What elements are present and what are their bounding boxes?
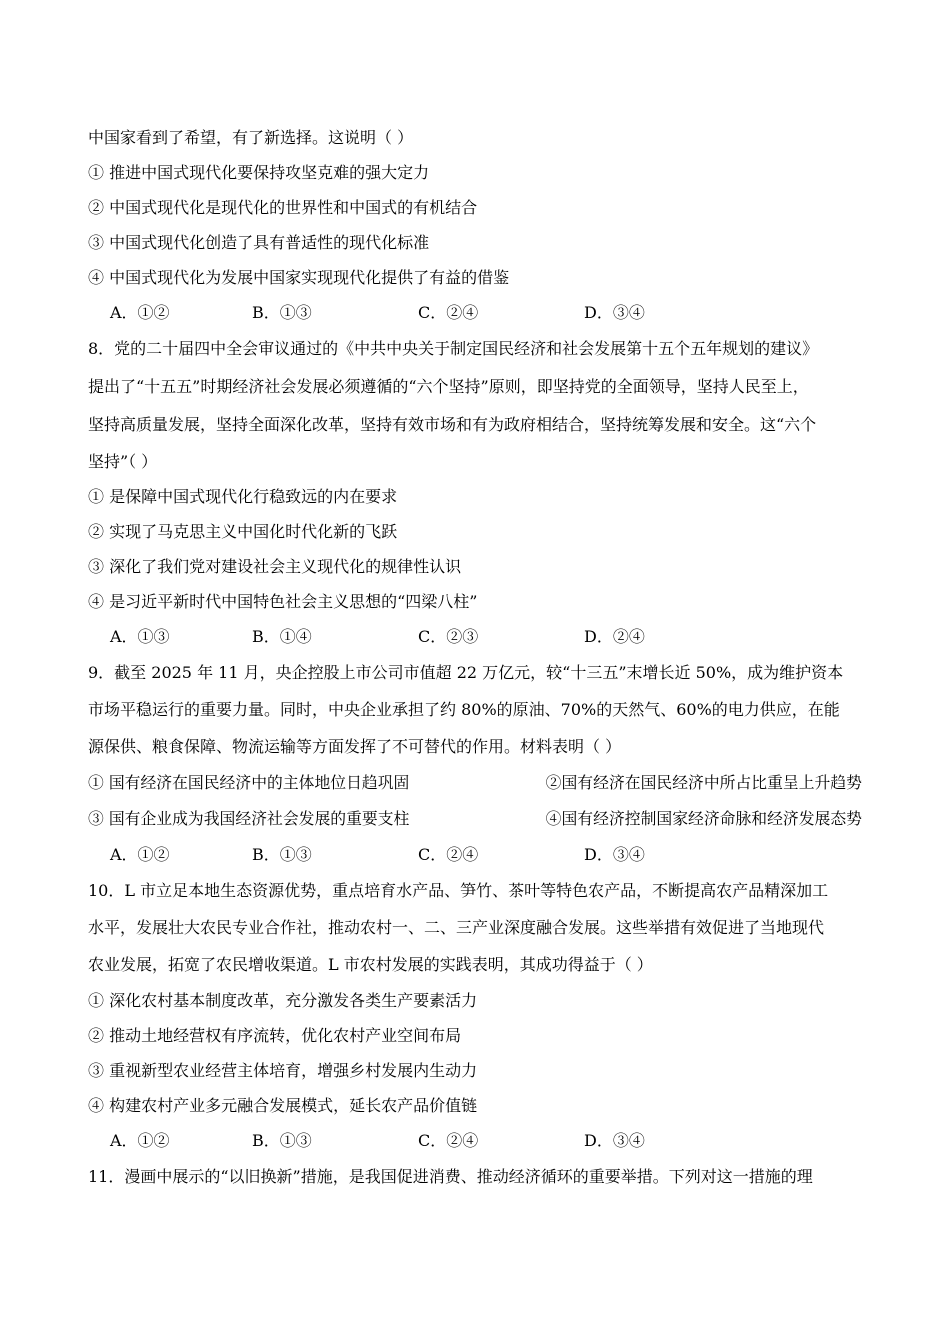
q11-stem-line-1: 11．漫画中展示的“以旧换新”措施，是我国促进消费、推动经济循环的重要举措。下列对这一措施的理 <box>88 1167 813 1186</box>
q10-stem-line-1: 10．L 市立足本地生态资源优势，重点培育水产品、笋竹、茶叶等特色农产品，不断提高农产品精深加工 <box>88 881 829 900</box>
q7-stem-tail: 中国家看到了希望，有了新选择。这说明（ ） <box>88 128 414 147</box>
q7-option-b[interactable]: B．①③ <box>252 303 312 322</box>
q9-stem-line-2: 市场平稳运行的重要力量。同时，中央企业承担了约 80%的原油、70%的天然气、60%的电力供应，在能 <box>88 700 840 719</box>
q10-item-2: ② 推动土地经营权有序流转，优化农村产业空间布局 <box>88 1026 462 1045</box>
q8-stem-line-2: 提出了“十五五”时期经济社会发展必须遵循的“六个坚持”原则，即坚持党的全面领导，坚持人民至上， <box>88 377 809 396</box>
q9-stem-line-3: 源保供、粮食保障、物流运输等方面发挥了不可替代的作用。材料表明（ ） <box>88 737 622 756</box>
q9-option-c[interactable]: C．②④ <box>418 845 479 864</box>
q8-item-1: ① 是保障中国式现代化行稳致远的内在要求 <box>88 487 398 506</box>
q9-item-3: ③ 国有企业成为我国经济社会发展的重要支柱 <box>88 809 410 828</box>
q10-option-c[interactable]: C．②④ <box>418 1131 479 1150</box>
q7-item-2: ② 中国式现代化是现代化的世界性和中国式的有机结合 <box>88 198 478 217</box>
q10-item-4: ④ 构建农村产业多元融合发展模式，延长农产品价值链 <box>88 1096 478 1115</box>
q7-option-a[interactable]: A．①② <box>110 303 170 322</box>
q10-option-d[interactable]: D．③④ <box>584 1131 645 1150</box>
q8-item-2: ② 实现了马克思主义中国化时代化新的飞跃 <box>88 522 398 541</box>
q10-option-b[interactable]: B．①③ <box>252 1131 312 1150</box>
q10-option-a[interactable]: A．①② <box>110 1131 170 1150</box>
q9-option-d[interactable]: D．③④ <box>584 845 645 864</box>
q9-option-b[interactable]: B．①③ <box>252 845 312 864</box>
q8-option-d[interactable]: D．②④ <box>584 627 645 646</box>
q7-item-3: ③ 中国式现代化创造了具有普适性的现代化标准 <box>88 233 430 252</box>
q10-stem-line-2: 水平，发展壮大农民专业合作社，推动农村一、二、三产业深度融合发展。这些举措有效促进了当地现代 <box>88 918 825 937</box>
q7-item-4: ④ 中国式现代化为发展中国家实现现代化提供了有益的借鉴 <box>88 268 510 287</box>
q8-stem-line-4: 坚持”（ ） <box>88 452 158 471</box>
q7-option-d[interactable]: D．③④ <box>584 303 645 322</box>
q10-item-1: ① 深化农村基本制度改革，充分激发各类生产要素活力 <box>88 991 478 1010</box>
q9-item-1: ① 国有经济在国民经济中的主体地位日趋巩固 <box>88 773 410 792</box>
q8-stem-line-3: 坚持高质量发展，坚持全面深化改革，坚持有效市场和有为政府相结合，坚持统筹发展和安全。这“六个 <box>88 415 817 434</box>
q8-stem-line-1: 8．党的二十届四中全会审议通过的《中共中央关于制定国民经济和社会发展第十五个五年规划的建议》 <box>88 339 819 358</box>
q9-option-a[interactable]: A．①② <box>110 845 170 864</box>
q10-item-3: ③ 重视新型农业经营主体培育，增强乡村发展内生动力 <box>88 1061 478 1080</box>
q8-item-3: ③ 深化了我们党对建设社会主义现代化的规律性认识 <box>88 557 462 576</box>
q9-item-2: ②国有经济在国民经济中所占比重呈上升趋势 <box>545 773 863 792</box>
q8-option-c[interactable]: C．②③ <box>418 627 479 646</box>
q9-stem-line-1: 9．截至 2025 年 11 月，央企控股上市公司市值超 22 万亿元，较“十三五”末增长近 50%，成为维护资本 <box>88 663 844 682</box>
q7-item-1: ① 推进中国式现代化要保持攻坚克难的强大定力 <box>88 163 430 182</box>
q10-stem-line-3: 农业发展，拓宽了农民增收渠道。L 市农村发展的实践表明，其成功得益于（ ） <box>88 955 653 974</box>
q8-option-b[interactable]: B．①④ <box>252 627 312 646</box>
q9-items-row-1 <box>88 773 863 793</box>
q8-option-a[interactable]: A．①③ <box>110 627 170 646</box>
q9-items-row-2 <box>88 809 863 829</box>
q8-item-4: ④ 是习近平新时代中国特色社会主义思想的“四梁八柱” <box>88 592 478 611</box>
q9-item-4: ④国有经济控制国家经济命脉和经济发展态势 <box>545 809 863 828</box>
q7-option-c[interactable]: C．②④ <box>418 303 479 322</box>
